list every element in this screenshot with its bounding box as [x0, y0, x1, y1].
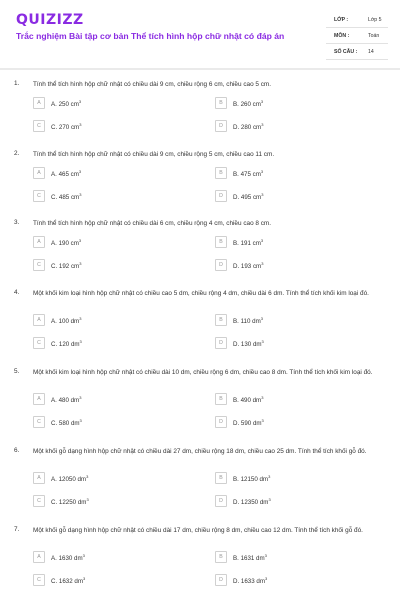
unit-superscript: 3: [78, 169, 82, 174]
option-value: D. 193 cm: [233, 263, 262, 270]
question-number: 4.: [14, 289, 20, 296]
option-value: C. 120 dm: [51, 341, 80, 348]
answer-option-a[interactable]: [33, 551, 203, 563]
answer-option-a[interactable]: [33, 236, 203, 248]
option-value: D. 590 dm: [233, 420, 262, 427]
option-text: [233, 238, 263, 247]
option-letter-box[interactable]: A: [33, 472, 45, 484]
meta-label: MÔN :: [334, 33, 350, 39]
answer-option-d[interactable]: [215, 337, 385, 349]
option-value: B. 490 dm: [233, 397, 262, 404]
unit-superscript: 3: [261, 261, 264, 266]
option-letter-box[interactable]: A: [33, 167, 45, 179]
question-text: Một khối kim loại hình hộp chữ nhật có chiều dài 10 dm, chiều rộng 6 dm, chiều cao 8 dm. Tính thể tích khối kim loại đó.: [33, 369, 373, 376]
option-text: [233, 122, 263, 131]
question-number: 7.: [14, 526, 20, 533]
question-number: 1.: [14, 80, 20, 87]
answer-option-a[interactable]: [33, 472, 203, 484]
unit-superscript: 3: [79, 122, 82, 127]
option-text: [233, 316, 263, 325]
answer-option-c[interactable]: [33, 120, 203, 132]
option-letter-box[interactable]: B: [215, 551, 227, 563]
option-text: [233, 497, 271, 506]
answer-option-c[interactable]: [33, 574, 203, 586]
option-letter-box[interactable]: A: [33, 393, 45, 405]
answer-option-b[interactable]: [215, 472, 385, 484]
option-text: [233, 576, 267, 585]
meta-row-count: [326, 44, 388, 60]
option-text: [51, 553, 85, 562]
option-value: C. 270 cm: [51, 124, 80, 131]
worksheet-header: [0, 0, 400, 70]
option-value: A. 100 dm: [51, 318, 80, 325]
unit-superscript: 3: [79, 395, 82, 400]
quizizz-logo[interactable]: QUIZIZZ: [16, 12, 84, 28]
option-text: [233, 192, 263, 201]
unit-superscript: 3: [264, 553, 267, 558]
option-letter-box[interactable]: B: [215, 314, 227, 326]
question-text: Một khối gỗ dạng hình hộp chữ nhật có chiều dài 27 dm, chiều rộng 18 dm, chiều cao 25 dm. Tính thể tích khối gỗ đó.: [33, 448, 367, 455]
option-letter-box[interactable]: C: [33, 337, 45, 349]
answer-option-c[interactable]: [33, 190, 203, 202]
unit-superscript: 3: [78, 99, 82, 104]
question-number: 2.: [14, 150, 20, 157]
answer-option-a[interactable]: [33, 97, 203, 109]
unit-superscript: 3: [261, 418, 264, 423]
question-number: 6.: [14, 447, 20, 454]
answer-option-d[interactable]: [215, 416, 385, 428]
answer-option-d[interactable]: [215, 259, 385, 271]
option-value: A. 1630 dm: [51, 555, 83, 562]
answer-option-a[interactable]: [33, 167, 203, 179]
option-value: C. 1632 dm: [51, 578, 83, 585]
question-text: Tính thể tích hình hộp chữ nhật có chiều dài 9 cm, chiều rộng 5 cm, chiều cao 11 cm.: [33, 151, 275, 158]
option-text: [51, 169, 81, 178]
option-text: [51, 192, 81, 201]
option-value: A. 190 cm: [51, 240, 79, 247]
option-value: B. 110 dm: [233, 318, 261, 325]
option-text: [51, 238, 81, 247]
option-value: B. 12150 dm: [233, 476, 269, 483]
meta-value: 14: [368, 49, 374, 55]
answer-option-b[interactable]: [215, 551, 385, 563]
option-value: A. 12050 dm: [51, 476, 87, 483]
unit-superscript: 3: [261, 395, 264, 400]
answer-option-b[interactable]: [215, 167, 385, 179]
option-text: [51, 474, 88, 483]
unit-superscript: 3: [79, 192, 82, 197]
option-letter-box[interactable]: D: [215, 337, 227, 349]
option-letter-box[interactable]: C: [33, 495, 45, 507]
option-letter-box[interactable]: D: [215, 120, 227, 132]
unit-superscript: 3: [86, 474, 89, 479]
answer-option-c[interactable]: [33, 259, 203, 271]
option-text: [233, 553, 267, 562]
option-value: B. 191 cm: [233, 240, 261, 247]
unit-superscript: 3: [268, 497, 271, 502]
question-number: 3.: [14, 219, 20, 226]
worksheet-title: Trắc nghiệm Bài tập cơ bản Thể tích hình hộp chữ nhật có đáp án: [16, 31, 285, 41]
option-value: D. 12350 dm: [233, 499, 269, 506]
option-text: [233, 395, 263, 404]
option-text: [233, 99, 263, 108]
meta-row-subject: [326, 28, 388, 44]
option-letter-box[interactable]: B: [215, 393, 227, 405]
option-letter-box[interactable]: C: [33, 259, 45, 271]
question-text: Một khối gỗ dạng hình hộp chữ nhật có chiều dài 17 dm, chiều rộng 8 dm, chiều cao 12 dm. Tính thể tích khối gỗ đó.: [33, 527, 363, 534]
option-value: D. 130 dm: [233, 341, 262, 348]
option-letter-box[interactable]: D: [215, 190, 227, 202]
option-text: [51, 395, 81, 404]
meta-row-grade: [326, 12, 388, 28]
meta-info-table: [326, 12, 388, 60]
option-letter-box[interactable]: D: [215, 574, 227, 586]
option-value: C. 12250 dm: [51, 499, 87, 506]
unit-superscript: 3: [260, 99, 264, 104]
option-letter-box[interactable]: D: [215, 259, 227, 271]
question-text: Tính thể tích hình hộp chữ nhật có chiều dài 6 cm, chiều rộng 4 cm, chiều cao 8 cm.: [33, 220, 272, 227]
option-letter-box[interactable]: B: [215, 97, 227, 109]
option-value: C. 485 cm: [51, 194, 80, 201]
answer-option-a[interactable]: [33, 314, 203, 326]
option-value: B. 475 cm: [233, 171, 261, 178]
question-text: Một khối kim loại hình hộp chữ nhật có chiều cao 5 dm, chiều rộng 4 dm, chiều dài 6 dm. Tính thể tích khối kim loại đó.: [33, 290, 369, 297]
unit-superscript: 3: [82, 553, 85, 558]
option-text: [51, 99, 81, 108]
question-number: 5.: [14, 368, 20, 375]
meta-value: Lớp 5: [368, 17, 382, 23]
option-letter-box[interactable]: A: [33, 236, 45, 248]
unit-superscript: 3: [260, 169, 264, 174]
option-text: [51, 339, 82, 348]
option-letter-box[interactable]: A: [33, 314, 45, 326]
meta-label: SỐ CÂU :: [334, 49, 358, 55]
unit-superscript: 3: [86, 497, 89, 502]
option-text: [233, 474, 270, 483]
option-letter-box[interactable]: B: [215, 167, 227, 179]
option-text: [51, 316, 81, 325]
answer-option-c[interactable]: [33, 416, 203, 428]
question-text: Tính thể tích hình hộp chữ nhật có chiều dài 9 cm, chiều rộng 6 cm, chiều cao 5 cm.: [33, 81, 272, 88]
option-letter-box[interactable]: A: [33, 97, 45, 109]
unit-superscript: 3: [79, 418, 82, 423]
answer-option-a[interactable]: [33, 393, 203, 405]
answer-option-b[interactable]: [215, 236, 385, 248]
option-text: [233, 261, 263, 270]
meta-label: LỚP :: [334, 17, 349, 23]
answer-option-b[interactable]: [215, 393, 385, 405]
answer-option-d[interactable]: [215, 574, 385, 586]
answer-option-d[interactable]: [215, 495, 385, 507]
option-text: [233, 418, 264, 427]
option-text: [51, 418, 82, 427]
header-divider: [0, 68, 400, 70]
option-letter-box[interactable]: A: [33, 551, 45, 563]
unit-superscript: 3: [265, 576, 268, 581]
unit-superscript: 3: [260, 316, 263, 321]
unit-superscript: 3: [261, 339, 264, 344]
answer-option-d[interactable]: [215, 120, 385, 132]
unit-superscript: 3: [268, 474, 271, 479]
option-letter-box[interactable]: C: [33, 416, 45, 428]
option-letter-box[interactable]: D: [215, 495, 227, 507]
option-value: D. 1633 dm: [233, 578, 265, 585]
unit-superscript: 3: [79, 316, 82, 321]
option-text: [233, 169, 263, 178]
option-letter-box[interactable]: B: [215, 236, 227, 248]
option-letter-box[interactable]: B: [215, 472, 227, 484]
meta-value: Toán: [368, 33, 380, 39]
unit-superscript: 3: [261, 192, 264, 197]
option-letter-box[interactable]: D: [215, 416, 227, 428]
option-letter-box[interactable]: C: [33, 574, 45, 586]
option-text: [51, 122, 81, 131]
unit-superscript: 3: [83, 576, 86, 581]
option-value: C. 192 cm: [51, 263, 80, 270]
option-value: B. 260 cm: [233, 101, 261, 108]
option-value: A. 480 dm: [51, 397, 80, 404]
unit-superscript: 3: [260, 238, 264, 243]
unit-superscript: 3: [78, 238, 82, 243]
answer-option-d[interactable]: [215, 190, 385, 202]
unit-superscript: 3: [261, 122, 264, 127]
option-letter-box[interactable]: C: [33, 190, 45, 202]
answer-option-c[interactable]: [33, 495, 203, 507]
option-text: [233, 339, 264, 348]
option-letter-box[interactable]: C: [33, 120, 45, 132]
option-value: B. 1631 dm: [233, 555, 265, 562]
unit-superscript: 3: [79, 339, 82, 344]
option-value: A. 465 cm: [51, 171, 79, 178]
option-value: D. 280 cm: [233, 124, 262, 131]
answer-option-c[interactable]: [33, 337, 203, 349]
option-value: D. 495 cm: [233, 194, 262, 201]
answer-option-b[interactable]: [215, 97, 385, 109]
option-text: [51, 261, 81, 270]
option-text: [51, 576, 85, 585]
unit-superscript: 3: [79, 261, 82, 266]
option-text: [51, 497, 89, 506]
option-value: C. 580 dm: [51, 420, 80, 427]
option-value: A. 250 cm: [51, 101, 79, 108]
answer-option-b[interactable]: [215, 314, 385, 326]
